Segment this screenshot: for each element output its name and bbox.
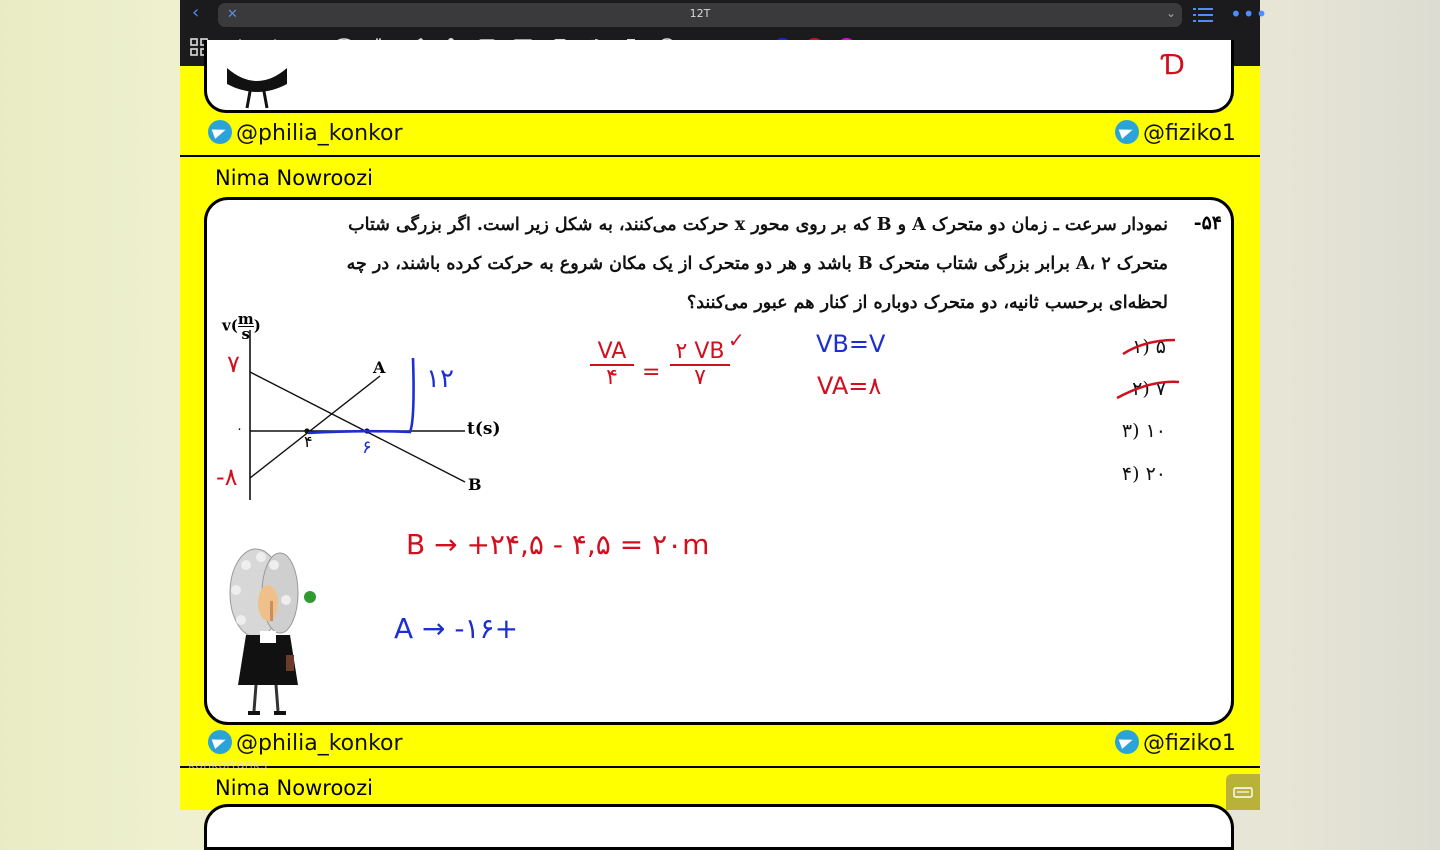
newton-figure-icon: [217, 64, 297, 110]
back-chevron-icon[interactable]: ‹: [192, 2, 200, 23]
telegram-icon: [208, 730, 232, 754]
telegram-handle-left[interactable]: [208, 120, 403, 146]
question-line-3: لحظه‌ای برحسب ثانیه، دو متحرک دوباره از کنار هم عبور می‌کنند؟: [686, 293, 1168, 313]
handwritten-vb: VB=V: [816, 330, 886, 358]
document-title-bar[interactable]: [218, 3, 1182, 27]
check-mark-icon: ✓: [728, 328, 745, 352]
telegram-icon: [1115, 120, 1139, 144]
handwritten-answer: Ɗ: [1162, 48, 1185, 81]
watermark: konkortanks: [188, 758, 268, 773]
next-question-card: [204, 804, 1234, 850]
handwritten-va: VA=۸: [817, 372, 882, 400]
y-axis-label: v( $\frac{m}{s}$ ): [222, 310, 261, 343]
handwritten-v-min: -۸: [216, 463, 238, 491]
handle-text: @philia_konkor: [236, 121, 403, 146]
telegram-icon: [208, 120, 232, 144]
document-title: 12T: [689, 7, 711, 20]
handwritten-fraction-left: VA ۴: [590, 340, 634, 390]
list-icon[interactable]: [1193, 6, 1213, 24]
option-3: ۱۰ (۳: [1121, 420, 1166, 442]
question-line-1: نمودار سرعت ـ زمان دو متحرک A و B که بر روی محور x حرکت می‌کنند، به شکل زیر است. اگر بزرگی شتاب: [348, 215, 1168, 235]
handle-text: @fiziko1: [1143, 731, 1236, 756]
telegram-handle-right[interactable]: [1115, 120, 1236, 146]
note-app: [180, 0, 1269, 810]
page-divider: [180, 766, 1260, 768]
page-divider: [180, 155, 1260, 157]
x-axis-label: t(s): [467, 419, 501, 439]
option-strikeouts: [1115, 332, 1185, 404]
line-a: [250, 376, 380, 478]
line-b-label: B: [468, 475, 482, 494]
line-a-label: A: [373, 358, 386, 377]
handwritten-t6: ۶: [362, 437, 372, 458]
handwritten-twelve: ۱۲: [426, 364, 454, 394]
handwritten-t4: ۴: [304, 432, 313, 451]
handwritten-b-displacement: B → +۲۴,۵ - ۴,۵ = ۲۰m: [406, 528, 710, 561]
handwritten-equals: =: [642, 360, 661, 385]
more-icon[interactable]: •••: [1230, 2, 1269, 26]
handwritten-v-max: ۷: [227, 350, 240, 378]
origin-label: ۰: [236, 422, 243, 437]
next-author-name: Nima Nowroozi: [215, 776, 374, 800]
question-line-2: متحرک A، ۲ برابر بزرگی شتاب متحرک B باشد و هر دو متحرک از یک مکان شروع به حرکت کرده باشند، در چه: [346, 254, 1168, 274]
telegram-handle-left-bottom[interactable]: [208, 730, 403, 756]
handle-text: @fiziko1: [1143, 121, 1236, 146]
telegram-icon: [1115, 730, 1139, 754]
option-4: ۲۰ (۴: [1121, 463, 1166, 485]
telegram-handle-right-bottom[interactable]: [1115, 730, 1236, 756]
newton-mascot-icon: [206, 545, 336, 717]
handle-text: @philia_konkor: [236, 731, 403, 756]
previous-question-card: [204, 40, 1234, 113]
handwritten-fraction-right: ۲ VB ۷: [670, 340, 730, 390]
close-icon[interactable]: ✕: [227, 7, 238, 22]
option-1: ۵ (۱: [1132, 336, 1166, 358]
chevron-down-icon[interactable]: ⌄: [1165, 6, 1176, 20]
question-number: ۵۴-: [1193, 212, 1222, 234]
option-2: ۷ (۲: [1132, 378, 1166, 400]
handwritten-a-displacement: A → -۱۶+: [394, 612, 519, 645]
author-name: Nima Nowroozi: [215, 166, 374, 190]
keyboard-icon[interactable]: [1226, 774, 1260, 810]
handwritten-area-mark: [308, 358, 414, 433]
